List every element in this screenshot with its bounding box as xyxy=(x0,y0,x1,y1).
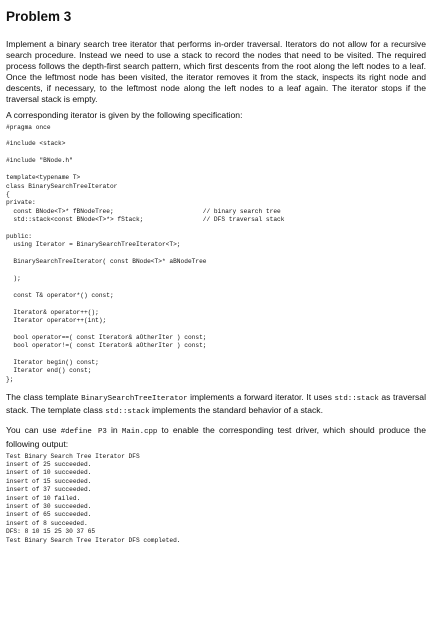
code-line: ); xyxy=(6,274,21,282)
code-line: const BNode<T>* fBNodeTree; // binary search tree xyxy=(6,207,281,215)
code-line: template<typename T> xyxy=(6,174,81,182)
class-desc-code-1: BinarySearchTreeIterator xyxy=(81,395,188,404)
code-line xyxy=(6,225,426,233)
code-line: Iterator& operator++(); xyxy=(6,308,99,316)
output-line: insert of 37 succeeded. xyxy=(6,486,92,494)
code-line xyxy=(6,351,426,359)
code-line: }; xyxy=(6,375,14,383)
code-line xyxy=(6,149,426,157)
spec-intro-text: A corresponding iterator is given by the following specification: xyxy=(6,109,243,120)
code-line xyxy=(6,300,426,308)
intro-paragraph: Implement a binary search tree iterator that performs in-order traversal. Iterators do not allow for a recursive search procedure. Instead we need to use a stack to record the nodes that need to be visited. The required process follows the depth-first search pattern, which first descents from the root along the left nodes to a leaf. Once the leftmost node has been visited, the iterator removes it from the stack, inspects its right node and descents, if necessary, to the leftmost node along the left nodes to a leaf again. The iterator stops if the traversal stack is empty. xyxy=(6,39,426,105)
code-line xyxy=(6,325,426,333)
class-description-paragraph xyxy=(6,392,426,418)
code-line xyxy=(6,267,426,275)
code-line xyxy=(6,166,426,174)
test-output-block xyxy=(6,453,426,545)
code-line xyxy=(6,250,426,258)
code-line: Iterator operator++(int); xyxy=(6,317,107,324)
code-line: public: xyxy=(6,232,32,240)
code-line: using Iterator = BinarySearchTreeIterator<T>; xyxy=(6,241,181,249)
code-line: private: xyxy=(6,199,36,207)
code-line xyxy=(6,283,426,291)
code-line: Iterator begin() const; xyxy=(6,359,99,367)
output-line: insert of 8 succeeded. xyxy=(6,519,88,527)
output-line: insert of 10 succeeded. xyxy=(6,469,92,477)
output-line: insert of 65 succeeded. xyxy=(6,511,92,519)
code-line: BinarySearchTreeIterator( const BNode<T>* aBNodeTree xyxy=(6,258,207,266)
class-desc-text-1: The class template xyxy=(6,392,82,403)
define-text-1: You can use xyxy=(6,425,61,436)
output-line: Test Binary Search Tree Iterator DFS xyxy=(6,452,140,460)
class-desc-code-3: std::stack xyxy=(105,408,150,417)
class-desc-code-2: std::stack xyxy=(334,395,379,404)
class-desc-text-3: as traversal stack. The template class xyxy=(6,392,426,416)
define-code-2: Main.cpp xyxy=(121,428,158,437)
code-line: bool operator!=( const Iterator& aOtherIter ) const; xyxy=(6,342,207,350)
code-line: const T& operator*() const; xyxy=(6,291,114,299)
define-code-1: #define P3 xyxy=(60,428,107,437)
code-line: Iterator end() const; xyxy=(6,367,92,375)
code-line: #include <stack> xyxy=(6,140,66,148)
output-line: Test Binary Search Tree Iterator DFS completed. xyxy=(6,536,181,544)
code-line: bool operator==( const Iterator& aOtherIter ) const; xyxy=(6,333,207,341)
output-line: insert of 15 succeeded. xyxy=(6,477,92,485)
code-line: { xyxy=(6,190,10,198)
output-line: DFS: 8 10 15 25 30 37 65 xyxy=(6,528,96,536)
code-line: #include "BNode.h" xyxy=(6,157,73,165)
define-paragraph xyxy=(6,425,426,449)
class-desc-text-2: implements a forward iterator. It uses xyxy=(187,392,335,403)
define-text-3: to enable the corresponding test driver, which should produce the following output: xyxy=(6,425,426,449)
class-desc-text-4: implements the standard behavior of a stack. xyxy=(149,405,323,416)
problem-title: Problem 3 xyxy=(6,9,72,24)
output-line: insert of 10 failed. xyxy=(6,494,81,502)
output-line: insert of 30 succeeded. xyxy=(6,503,92,511)
code-line xyxy=(6,132,426,140)
code-line: #pragma once xyxy=(6,123,51,131)
code-line: class BinarySearchTreeIterator xyxy=(6,182,118,190)
output-line: insert of 25 succeeded. xyxy=(6,461,92,469)
document-page xyxy=(6,0,426,545)
define-text-2: in xyxy=(106,425,122,436)
spec-code-block xyxy=(6,124,426,385)
code-line: std::stack<const BNode<T>*> fStack; // DFS traversal stack xyxy=(6,216,285,224)
